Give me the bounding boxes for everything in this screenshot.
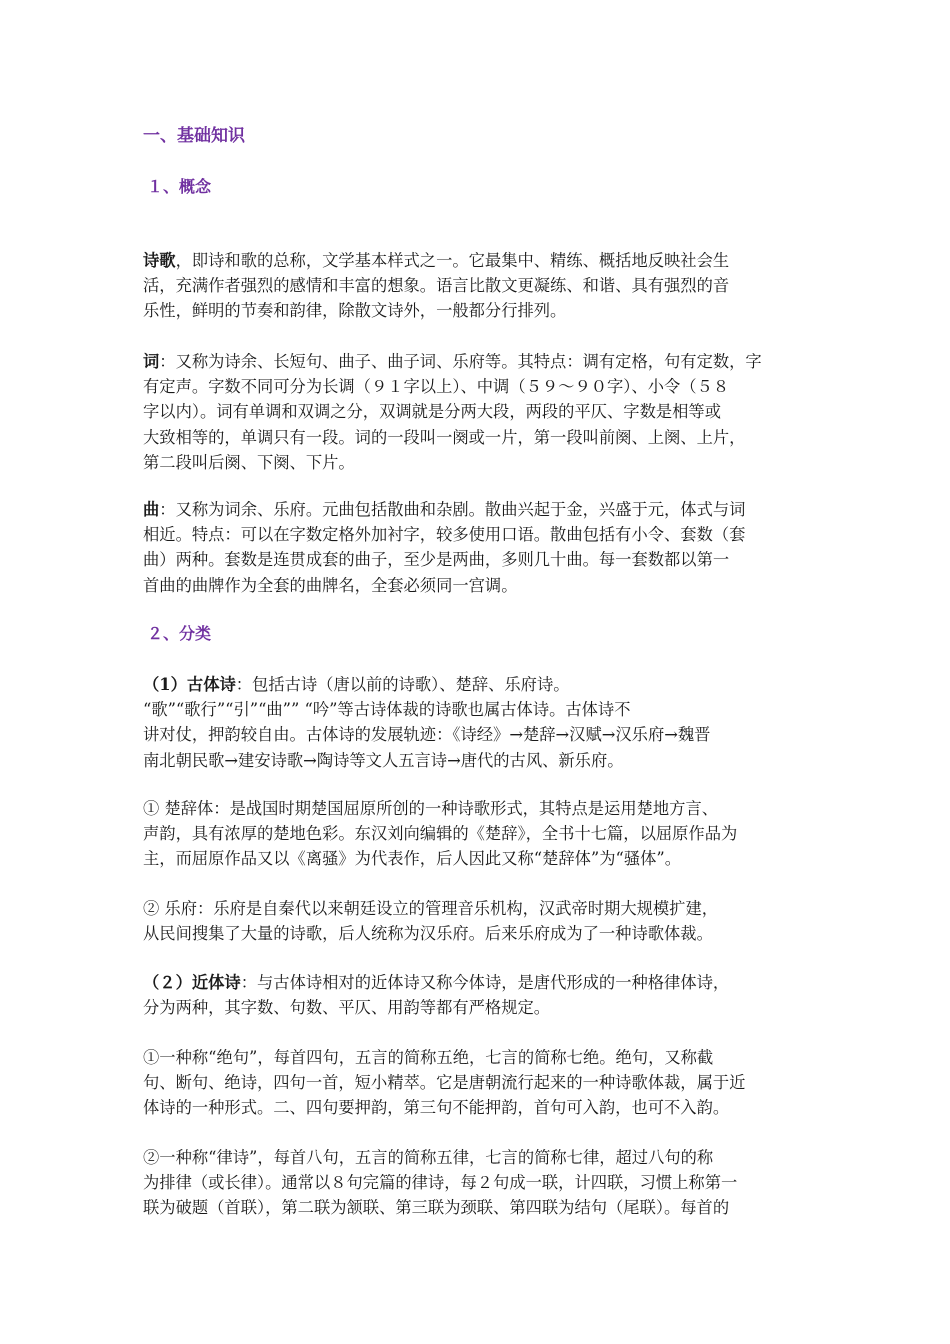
text-line: 声韵，具有浓厚的楚地色彩。东汉刘向编辑的《楚辞》，全书十七篇，以屈原作品为 [143,824,738,844]
heading-basic-knowledge: 一、基础知识 [143,126,245,146]
paragraph-guti [143,672,811,773]
text-line: 相近。特点：可以在字数定格外加衬字，较多使用口语。散曲包括有小令、套数（套 [143,525,746,545]
text-line: ，即诗和歌的总称，文学基本样式之一。它最集中、精练、概括地反映社会生 [175,251,730,270]
text-line: “歌”“歌行”“引”“曲”” “吟”等古诗体裁的诗歌也属古体诗。古体诗不 [143,700,631,720]
text-line: 首曲的曲牌作为全套的曲牌名，全套必须同一宫调。 [143,575,518,595]
text-line: 活，充满作者强烈的感情和丰富的想象。语言比散文更凝练、和谐、具有强烈的音 [143,276,730,296]
paragraph-chuci [143,796,811,872]
text-line: ① 楚辞体：是战国时期楚国屈原所创的一种诗歌形式，其特点是运用楚地方言、 [143,799,719,818]
text-line: 曲）两种。套数是连贯成套的曲子，至少是两曲，多则几十曲。每一套数都以第一 [143,550,730,570]
text-line: 主，而屈原作品又以《离骚》为代表作，后人因此又称“楚辞体”为“骚体”。 [143,849,682,869]
paragraph-jueju [143,1045,811,1121]
prefix-guti: （1） [143,675,187,694]
paragraph-jinti [143,970,811,1020]
heading-concept: １、概念 [147,177,212,196]
prefix-jinti: （２） [143,973,192,992]
paragraph-ci [143,349,811,475]
heading-classification: ２、分类 [147,624,212,643]
text-line: ①一种称“绝句”，每首四句，五言的简称五绝，七言的简称七绝。绝句，又称截 [143,1048,714,1067]
text-line: ：与古体诗相对的近体诗又称今体诗，是唐代形成的一种格律体诗， [240,973,730,992]
text-line: 为排律（或长律）。通常以８句完篇的律诗，每２句成一联，计四联，习惯上称第一 [143,1173,738,1193]
paragraph-shige [143,248,811,324]
text-line: 乐性，鲜明的节奏和韵律，除散文诗外，一般都分行排列。 [143,301,567,321]
term-shige: 诗歌 [143,251,176,270]
term-jinti: 近体诗 [191,973,241,992]
text-line: ② 乐府：乐府是自秦代以来朝廷设立的管理音乐机构，汉武帝时期大规模扩建， [143,899,719,918]
text-line: ：包括古诗（唐以前的诗歌）、楚辞、乐府诗。 [235,675,570,694]
paragraph-qu [143,497,811,598]
text-line: 大致相等的，单调只有一段。词的一段叫一阕或一片，第一段叫前阕、上阕、上片， [143,427,746,447]
text-line: 体诗的一种形式。二、四句要押韵，第三句不能押韵，首句可入韵，也可不入韵。 [143,1098,730,1118]
text-line: 第二段叫后阕、下阕、下片。 [143,452,355,472]
paragraph-lvshi [143,1145,811,1221]
text-line: 字以内）。词有单调和双调之分，双调就是分两大段，两段的平仄、字数是相等或 [143,402,721,422]
text-line: 从民间搜集了大量的诗歌，后人统称为汉乐府。后来乐府成为了一种诗歌体裁。 [143,924,713,944]
text-line: ：又称为词余、乐府。元曲包括散曲和杂剧。散曲兴起于金，兴盛于元，体式与词 [159,500,746,519]
text-line: ②一种称“律诗”，每首八句，五言的简称五律，七言的简称七律，超过八句的称 [143,1148,714,1167]
text-line: 句、断句、绝诗，四句一首，短小精萃。它是唐朝流行起来的一种诗歌体裁，属于近 [143,1073,746,1093]
term-ci: 词 [143,352,160,371]
text-line: 联为破题（首联），第二联为颔联、第三联为颈联、第四联为结句（尾联）。每首的 [143,1198,730,1218]
term-qu: 曲 [143,500,160,519]
text-line: 分为两种，其字数、句数、平仄、用韵等都有严格规定。 [143,998,551,1018]
text-line: 南北朝民歌→建安诗歌→陶诗等文人五言诗→唐代的古风、新乐府。 [143,750,624,770]
term-guti: 古体诗 [186,675,236,694]
paragraph-yuefu [143,896,811,946]
text-line: 有定声。字数不同可分为长调（９１字以上）、中调（５９～９０字）、小令（５８ [143,377,730,397]
text-line: 讲对仗，押韵较自由。古体诗的发展轨迹：《诗经》→楚辞→汉赋→汉乐府→魏晋 [143,725,711,745]
text-line: ：又称为诗余、长短句、曲子、曲子词、乐府等。其特点：调有定格，句有定数，字 [159,352,762,371]
